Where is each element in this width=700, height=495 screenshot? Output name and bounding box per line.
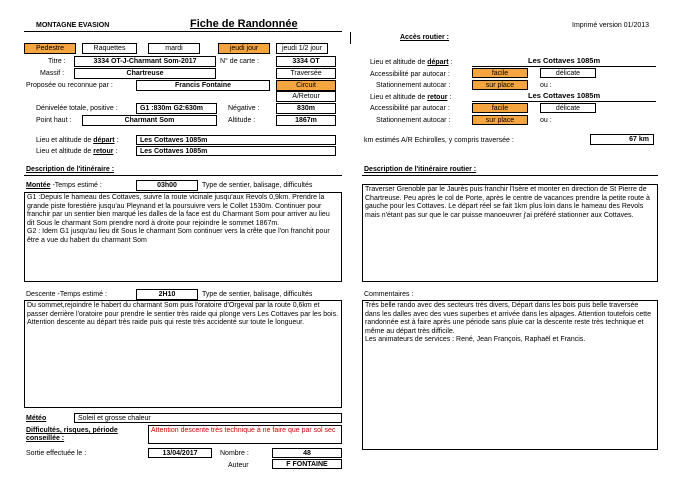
point-field[interactable]: Charmant Som (82, 115, 217, 126)
access-facile-2[interactable]: facile (472, 103, 528, 113)
km-field[interactable]: 67 km (590, 134, 654, 145)
difficultes-label: Difficultés, risques, période conseillée : (26, 427, 118, 443)
routier-description[interactable]: Traverser Grenoble par le Jaurès puis franchir l'Isère et monter en direction de St Pierre de Chartreuse. Peu après le col de Porte, après le centre de vacances prendre la petite route à gauche pour les Cottaves. Le départ réel se fait 1km plus loin dans le hameau des Revols mais n'étant pas sur que le car puisse manoeuvrer j'ai préféré stationner aux Cottaves. (362, 184, 658, 282)
negative-label: Négative : (228, 105, 260, 112)
org-name: MONTAGNE EVASION (36, 22, 110, 29)
difficultes-field[interactable]: Attention descente très technique à ne faire que par sol sec (148, 425, 342, 444)
option-raquettes[interactable]: Raquettes (82, 43, 137, 54)
option-traversee[interactable]: Traversée (276, 68, 336, 79)
montee-label: Montée -Temps estimé : (26, 182, 102, 189)
route-retour-label: Lieu et altitude de retour : (370, 94, 452, 101)
km-label: km estimés A/R Echirolles, y compris traversée : (364, 137, 514, 144)
routier-rule (362, 175, 658, 176)
nombre-label: Nombre : (220, 450, 249, 457)
access-delicate-2[interactable]: délicate (540, 103, 596, 113)
printed-version: Imprimé version 01/2013 (572, 22, 650, 29)
route-retour-line (472, 101, 656, 102)
station-surplace[interactable]: sur place (472, 80, 528, 90)
montee-sentier-label: Type de sentier, balisage, difficultés (202, 182, 313, 189)
titre-field[interactable]: 3334 OT-J-Charmant Som-2017 (74, 56, 216, 67)
itineraire-title: Description de l'itinéraire : (26, 166, 115, 173)
nombre-field[interactable]: 48 (272, 448, 342, 458)
descente-sentier-label: Type de sentier, balisage, difficultés (202, 291, 313, 298)
access-label: Accessibilité par autocar : (370, 71, 450, 78)
option-jeudi-jour[interactable]: jeudi jour (218, 43, 270, 54)
station-ou: ou : (540, 82, 552, 89)
depart-field[interactable]: Les Cottaves 1085m (136, 135, 336, 145)
sortie-label: Sortie effectuée le : (26, 450, 87, 457)
column-divider-top (350, 32, 351, 44)
option-pedestre[interactable]: Pedestre (24, 43, 76, 54)
commentaires-text[interactable]: Très belle rando avec des secteurs très divers, Départ dans les bois puis belle traversée dans les dalles avec des vues superbes et arrivée dans les alpages. Attention toutefois cette randonnée est à faire après une période sans pluie car la descente reste très technique et même au départ très difficile. Les animateurs de services : René, Jean François, Raphaël et Francis. (362, 300, 658, 450)
propose-field[interactable]: Francis Fontaine (136, 80, 270, 91)
altitude-field[interactable]: 1867m (276, 115, 336, 126)
station-label: Stationnement autocar : (376, 82, 451, 89)
option-day[interactable]: mardi (148, 43, 200, 54)
carte-label: N° de carte : (220, 58, 259, 65)
header-divider (24, 31, 342, 32)
descente-time[interactable]: 2H10 (136, 289, 198, 300)
route-depart-label: Lieu et altitude de départ : (370, 59, 453, 66)
carte-field[interactable]: 3334 OT (276, 56, 336, 67)
massif-field[interactable]: Chartreuse (74, 68, 216, 79)
retour-label: Lieu et altitude de retour : (36, 148, 118, 155)
negative-field[interactable]: 830m (276, 103, 336, 114)
massif-label: Massif : (40, 70, 65, 77)
route-title: Accès routier : (400, 34, 450, 41)
descente-description[interactable]: Du sommet,rejoindre le habert du charmant Som puis l'oratoire d'Orgeval par la route 0,6km et passer derrière l'oratoire pour prendre le sentier très raide qui plonge vers Les Cottaves par les bois. Attention descente au départ très raide puis qui reste très accidenté sur toute le longueur. (24, 300, 342, 408)
route-depart-value: Les Cottaves 1085m (528, 56, 601, 65)
station-label-2: Stationnement autocar : (376, 117, 451, 124)
deniv-field[interactable]: G1 :830m G2:630m (136, 103, 217, 114)
access-facile[interactable]: facile (472, 68, 528, 78)
option-circuit[interactable]: Circuit (276, 80, 336, 91)
altitude-label: Altitude : (228, 117, 256, 124)
montee-description[interactable]: G1 :Depuis le hameau des Cottaves, suivre la route vicinale jusqu'aux Revols 0,9km. Prendre la grande piste forestière jusqu'au Pleynand et la poursuivre vers le Collet 1530m. Continuer pour franchir par un sentier bien marqué les dalles de la face est du Charmant Som pour arriver au lieu dit Sous le charmant Som prendre nord à droite pour rejoindre le sommet 1867m. G2 : Idem G1 jusqu'au lieu dit Sous le charmant Som continuer vers la crête que l'on franchit pour être a vue du habert du charmant Som (24, 192, 342, 282)
titre-label: Titre : (48, 58, 66, 65)
deniv-label: Dénivelée totale, positive : (36, 105, 118, 112)
depart-label: Lieu et altitude de départ : (36, 137, 119, 144)
propose-label: Proposée ou reconnue par : (26, 82, 113, 89)
route-depart-line (472, 66, 656, 67)
retour-field[interactable]: Les Cottaves 1085m (136, 146, 336, 156)
sortie-field[interactable]: 13/04/2017 (148, 448, 212, 458)
point-label: Point haut : (36, 117, 72, 124)
route-retour-value: Les Cottaves 1085m (528, 91, 601, 100)
access-delicate[interactable]: délicate (540, 68, 596, 78)
page-title: Fiche de Randonnée (190, 18, 298, 30)
meteo-field[interactable]: Soleil et grosse chaleur (74, 413, 342, 423)
station-surplace-2[interactable]: sur place (472, 115, 528, 125)
itineraire-rule (24, 175, 342, 176)
access-label-2: Accessibilité par autocar : (370, 105, 450, 112)
meteo-label: Météo (26, 415, 47, 422)
auteur-field[interactable]: F FONTAINE (272, 459, 342, 469)
routier-title: Description de l'itinéraire routier : (364, 166, 477, 173)
option-jeudi-half[interactable]: jeudi 1/2 jour (276, 43, 328, 54)
station-ou-2: ou : (540, 117, 552, 124)
auteur-label: Auteur (228, 462, 249, 469)
montee-time[interactable]: 03h00 (136, 180, 198, 191)
descente-label: Descente -Temps estimé : (26, 291, 107, 298)
option-aretour[interactable]: A/Retour (276, 91, 336, 102)
commentaires-title: Commentaires : (364, 291, 414, 298)
